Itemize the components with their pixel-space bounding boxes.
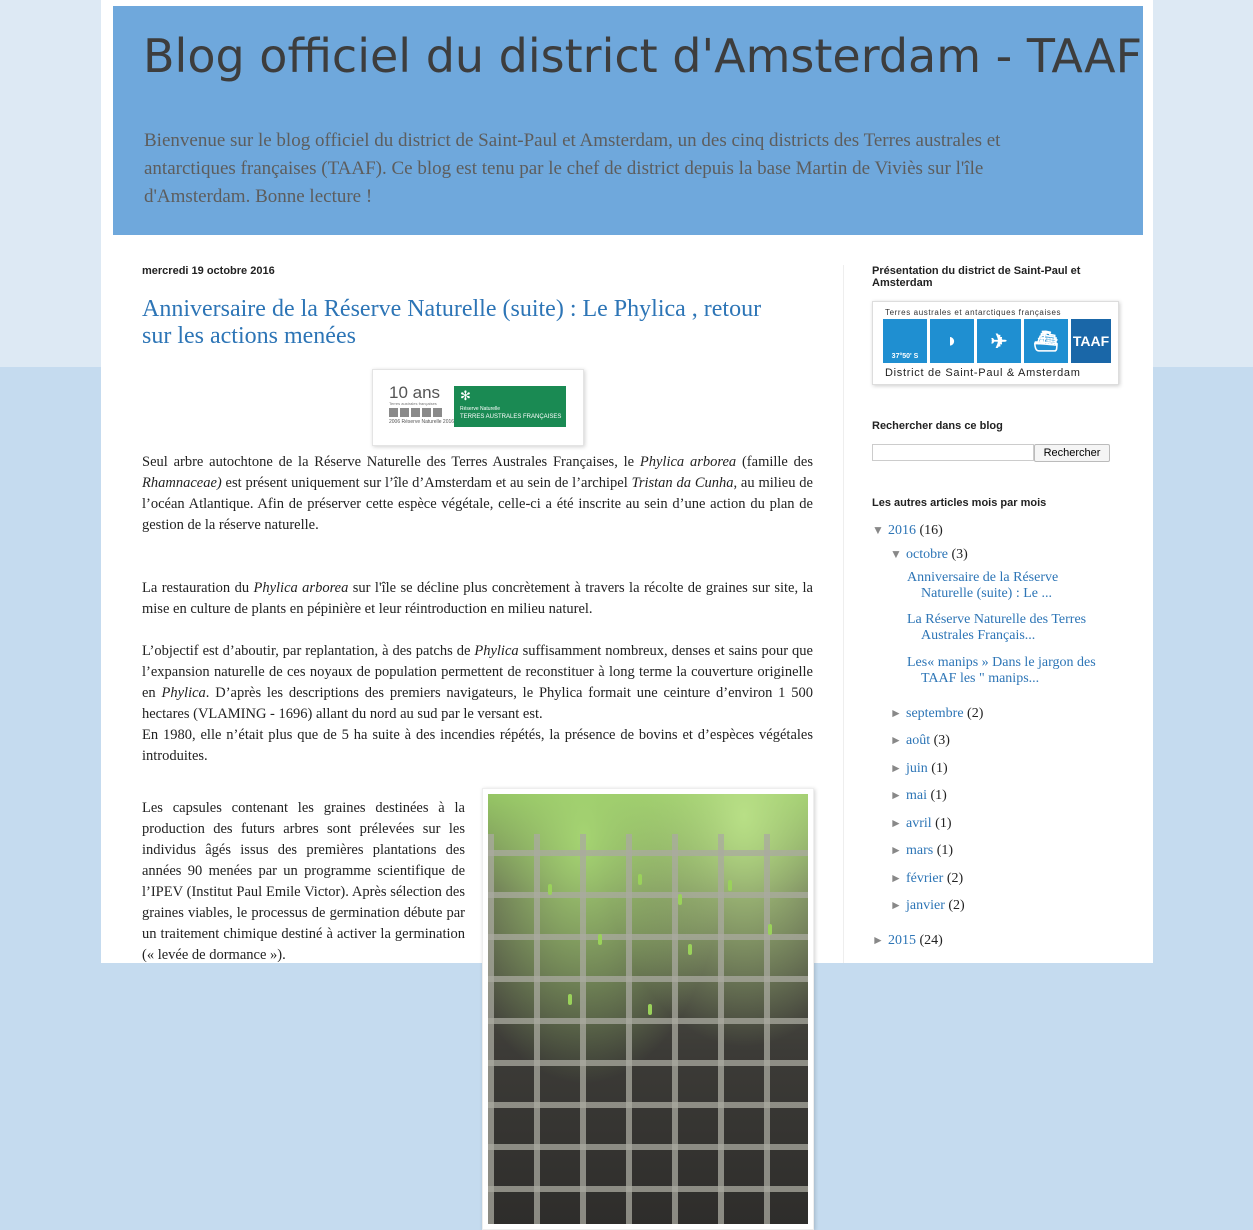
post-date: mercredi 19 octobre 2016 xyxy=(142,265,275,277)
expanded-toggle-icon[interactable]: ▼ xyxy=(890,547,902,561)
taaf-label: TAAF xyxy=(1071,319,1111,363)
archive-month: ► avril (1) xyxy=(890,816,952,831)
badge-ten-years: 10 ans Terres australes françaises 2006 Réserve Naturelle 2016 xyxy=(389,383,455,425)
collapsed-toggle-icon[interactable]: ► xyxy=(890,843,902,857)
archive-month: ► juin (1) xyxy=(890,761,948,776)
sidebar xyxy=(872,265,1122,948)
archive-month: ► mars (1) xyxy=(890,843,954,858)
archive-link[interactable]: 2016 xyxy=(888,523,916,538)
archive-year-2015: ► 2015 (24) xyxy=(872,933,943,948)
post-paragraph-2: La restauration du Phylica arborea sur l'île se décline plus concrètement à travers la récolte de graines sur site, la mise en culture de plants en pépinière et leur réintroduction en milieu naturel. xyxy=(142,580,813,617)
archive-month: ► février (2) xyxy=(890,871,964,886)
collapsed-toggle-icon[interactable]: ► xyxy=(890,788,902,802)
column-divider xyxy=(843,265,844,963)
archive-month: ► août (3) xyxy=(890,733,950,748)
archive-month: ► mai (1) xyxy=(890,788,947,803)
island-map-icon: 37°50' S xyxy=(883,319,927,363)
badge-reserve-logo: ✻ Réserve Naturelle TERRES AUSTRALES FRANÇAISES xyxy=(454,386,566,427)
collapsed-toggle-icon[interactable]: ► xyxy=(890,898,902,912)
blog-title[interactable]: Blog officiel du district d'Amsterdam - TAAF xyxy=(143,29,1143,83)
post-paragraph-3: L’objectif est d’aboutir, par replantation, à des patchs de Phylica suffisamment nombreux, denses et sains pour que l’expansion naturelle de ces noyaux de population permettent de reconstituer à long terme la couverture originelle en Phylica. D’après les descriptions des premiers navigateurs, le Phylica formait une ceinture d’environ 1 500 hectares (VLAMING - 1696) allant du nord au sud par le versant est. En 1980, elle n’était plus que de 5 ha suite à des incendies répétés, la présence de bovins et d’espèces végétales introduites. xyxy=(142,643,813,764)
badge-pictograms xyxy=(389,408,449,417)
widget-title-archive: Les autres articles mois par mois xyxy=(872,497,1047,509)
widget-title-presentation: Présentation du district de Saint-Paul et Amsterdam xyxy=(872,265,1081,289)
post-paragraph-1: Seul arbre autochtone de la Réserve Naturelle des Terres Australes Françaises, le Phylica arborea (famille des Rhamnaceae) est présent uniquement sur l’île d’Amsterdam et au sein de l’archipel Tristan da Cunha, au milieu de l’océan Atlantique. Afin de préserver cette espèce végétale, celle-ci a été inscrite au sein d’une action du plan de gestion de la réserve naturelle. xyxy=(142,454,813,533)
archive-link[interactable]: octobre xyxy=(906,547,948,562)
archive-post-link[interactable]: Les« manips » Dans le jargon des TAAF les " manips... xyxy=(907,655,1096,686)
collapsed-toggle-icon[interactable]: ► xyxy=(890,871,902,885)
search-button[interactable]: Rechercher xyxy=(1034,444,1110,462)
post-title[interactable]: Anniversaire de la Réserve Naturelle (suite) : Le Phylica , retour sur les actions menées xyxy=(142,296,762,349)
logo-tiles xyxy=(883,319,1111,363)
blog-header xyxy=(113,6,1143,235)
collapsed-toggle-icon[interactable]: ► xyxy=(890,733,902,747)
archive-month: ► janvier (2) xyxy=(890,898,965,913)
archive-post-link[interactable]: La Réserve Naturelle des Terres Australes Français... xyxy=(907,612,1087,643)
archive-link[interactable]: 2015 xyxy=(888,933,916,948)
photo-image xyxy=(488,794,808,1224)
collapsed-toggle-icon[interactable]: ► xyxy=(872,933,884,947)
taaf-district-logo[interactable]: Terres australes et antarctiques françaises 37°50' S ◗ ✈ ⛴ TAAF District de Saint-Paul & Amsterdam xyxy=(872,301,1119,385)
archive-year-2016: ▼ 2016 (16) xyxy=(872,523,943,538)
post-paragraph-4: Les capsules contenant les graines destinées à la production des futurs arbres sont prélevées sur les individus âgés issus des premières plantations des années 90 menées par un programme scientifique de l’IPEV (Institut Paul Emile Victor). Après sélection des graines viables, le processus de germination débute par un traitement chimique destiné à activer la germination (« levée de dormance »). xyxy=(142,800,465,963)
archive-month-octobre: ▼ octobre (3) xyxy=(890,547,968,562)
collapsed-toggle-icon[interactable]: ► xyxy=(890,816,902,830)
expanded-toggle-icon[interactable]: ▼ xyxy=(872,523,884,537)
main-column xyxy=(142,262,813,963)
archive-post-link[interactable]: Anniversaire de la Réserve Naturelle (suite) : Le ... xyxy=(907,570,1059,601)
search-input[interactable] xyxy=(872,444,1034,461)
seedling-tray-photo[interactable] xyxy=(482,788,814,1230)
ship-icon: ⛴ xyxy=(1024,319,1068,363)
widget-title-search: Rechercher dans ce blog xyxy=(872,420,1003,432)
blog-description: Bienvenue sur le blog officiel du district de Saint-Paul et Amsterdam, un des cinq districts des Terres australes et antarctiques françaises (TAAF). Ce blog est tenu par le chef de district depuis la base Martin de Viviès sur l'île d'Amsterdam. Bonne lecture ! xyxy=(144,130,1001,207)
collapsed-toggle-icon[interactable]: ► xyxy=(890,706,902,720)
anniversary-badge-image[interactable] xyxy=(372,369,584,446)
albatross-icon: ✈ xyxy=(977,319,1021,363)
snowflake-icon: ✻ xyxy=(460,388,471,403)
seal-icon: ◗ xyxy=(930,319,974,363)
archive-month: ► septembre (2) xyxy=(890,706,984,721)
collapsed-toggle-icon[interactable]: ► xyxy=(890,761,902,775)
